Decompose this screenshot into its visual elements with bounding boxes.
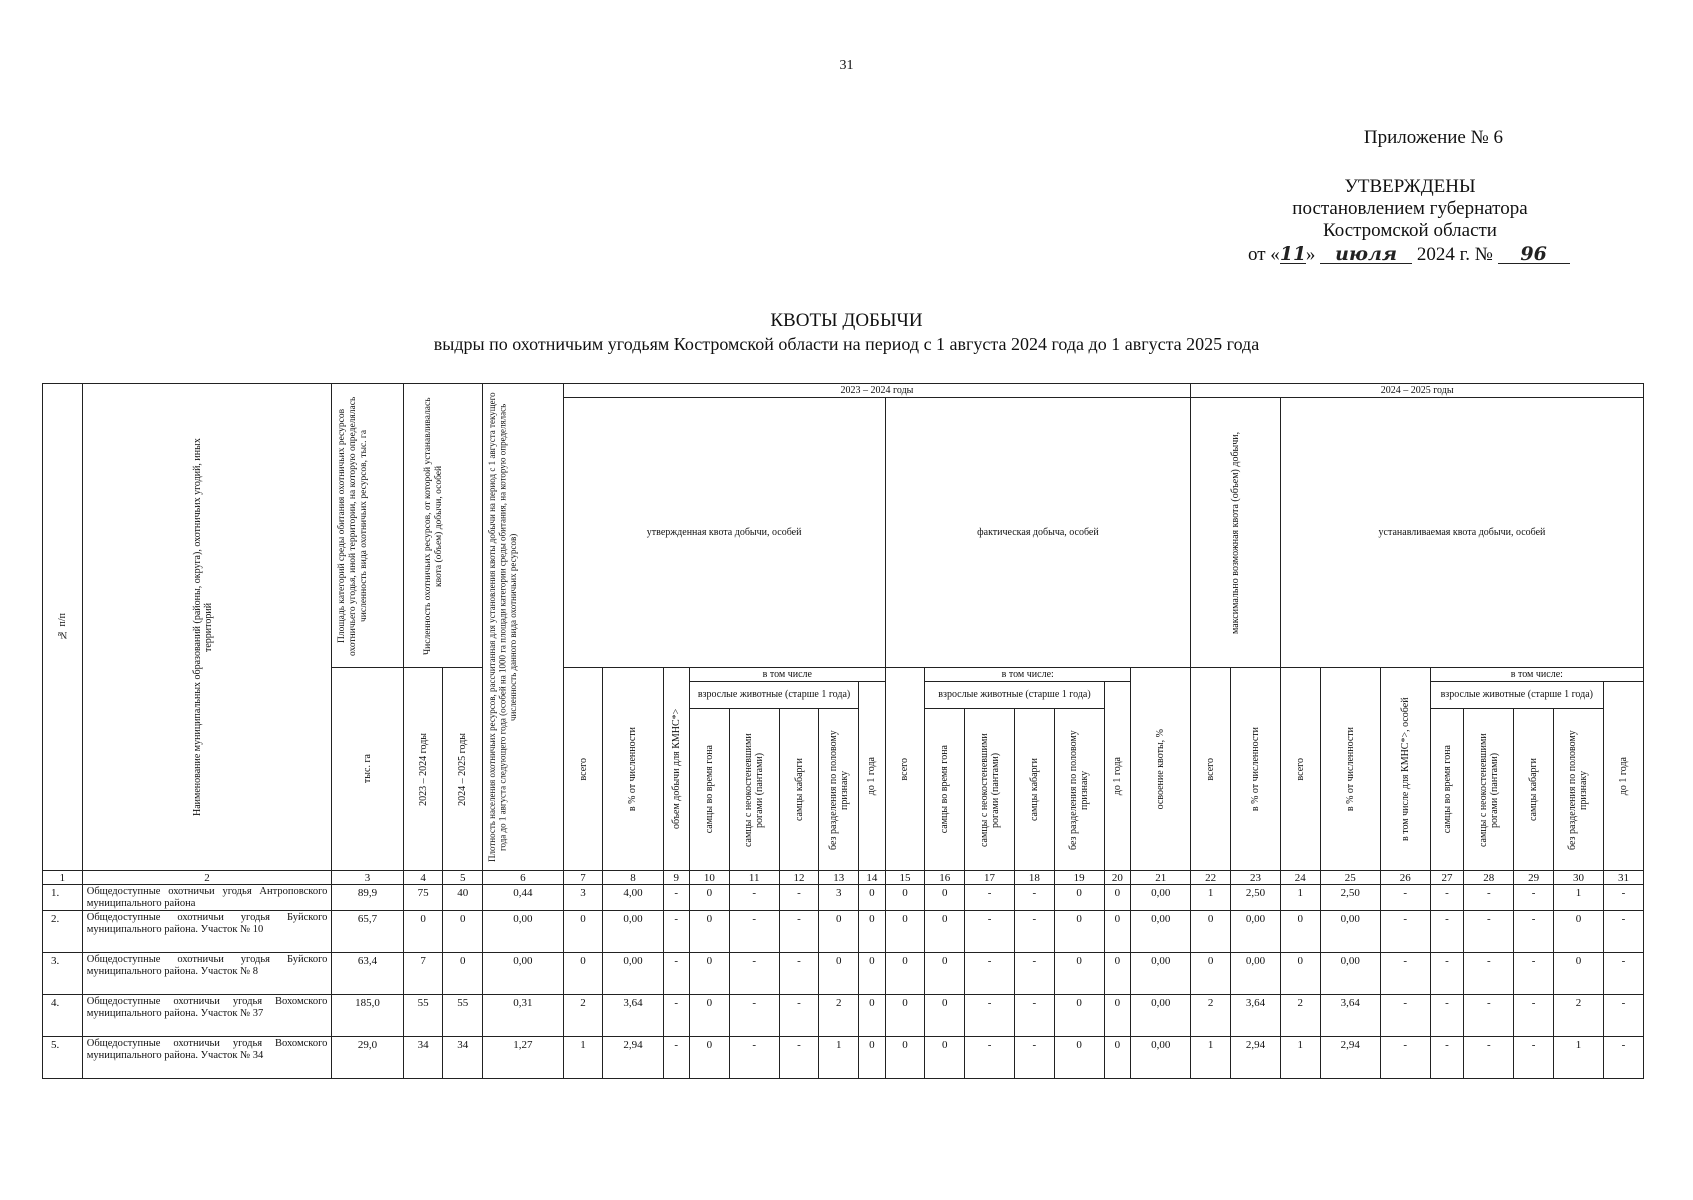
territory-name: Общедоступные охотничьи угодья Буйского муниципального района. Участок № 10 bbox=[82, 911, 332, 953]
header-set-total: всего bbox=[1280, 668, 1320, 871]
table-cell: 0 bbox=[925, 911, 965, 953]
table-cell: 55 bbox=[443, 995, 483, 1037]
table-cell: - bbox=[1514, 995, 1554, 1037]
table-cell: 1 bbox=[819, 1037, 859, 1079]
approval-line: УТВЕРЖДЕНЫ bbox=[1344, 176, 1476, 197]
header-count-2023-2024: 2023 – 2024 годы bbox=[403, 668, 443, 871]
table-cell: 0,00 bbox=[1131, 995, 1191, 1037]
table-cell: 63,4 bbox=[332, 953, 403, 995]
table-cell: - bbox=[663, 995, 689, 1037]
table-cell: - bbox=[663, 1037, 689, 1079]
header-rut: самцы во время гона bbox=[1430, 709, 1464, 871]
table-cell: 0 bbox=[1104, 995, 1130, 1037]
approval-block bbox=[1280, 176, 1540, 242]
table-cell: - bbox=[1603, 995, 1643, 1037]
table-cell: 0 bbox=[859, 911, 885, 953]
table-cell: 0 bbox=[563, 911, 603, 953]
table-cell: - bbox=[779, 1037, 819, 1079]
header-antlers: самцы с неокостеневшими рогами (пантами) bbox=[729, 709, 779, 871]
table-row bbox=[43, 953, 1644, 995]
header-actual-total: всего bbox=[885, 668, 925, 871]
table-cell: 0 bbox=[1280, 911, 1320, 953]
table-cell: - bbox=[729, 911, 779, 953]
table-cell: - bbox=[1464, 885, 1514, 911]
column-number: 6 bbox=[483, 871, 563, 885]
territory-name: Общедоступные охотничьи угодья Вохомского муниципального района. Участок № 34 bbox=[82, 1037, 332, 1079]
table-cell: 3 bbox=[563, 885, 603, 911]
header-approved-pct: в % от численности bbox=[603, 668, 663, 871]
table-cell: 2 bbox=[563, 995, 603, 1037]
table-cell: 65,7 bbox=[332, 911, 403, 953]
header-antlers: самцы с неокостеневшими рогами (пантами) bbox=[1464, 709, 1514, 871]
table-cell: 0 bbox=[563, 953, 603, 995]
table-cell: 0 bbox=[1054, 885, 1104, 911]
table-cell: 1 bbox=[1191, 1037, 1231, 1079]
table-cell: - bbox=[1514, 1037, 1554, 1079]
header-no-sex: без разделения по половому признаку bbox=[1553, 709, 1603, 871]
header-under-1: до 1 года bbox=[1603, 682, 1643, 871]
table-cell: 1,27 bbox=[483, 1037, 563, 1079]
table-cell: 0 bbox=[1054, 995, 1104, 1037]
table-cell: 2,94 bbox=[603, 1037, 663, 1079]
table-cell: 0 bbox=[859, 1037, 885, 1079]
table-cell: - bbox=[663, 953, 689, 995]
table-cell: - bbox=[1430, 953, 1464, 995]
table-cell: - bbox=[1514, 885, 1554, 911]
table-cell: 0 bbox=[1104, 911, 1130, 953]
territory-name: Общедоступные охотничьи угодья Вохомского муниципального района. Участок № 37 bbox=[82, 995, 332, 1037]
table-cell: 0 bbox=[689, 995, 729, 1037]
date-year: 2024 г. № bbox=[1416, 244, 1493, 265]
territory-name: Общедоступные охотничьи угодья Антроповского муниципального района bbox=[82, 885, 332, 911]
table-cell: 0 bbox=[819, 953, 859, 995]
column-number: 22 bbox=[1191, 871, 1231, 885]
table-cell: 0 bbox=[859, 953, 885, 995]
table-cell: 55 bbox=[403, 995, 443, 1037]
column-number: 27 bbox=[1430, 871, 1464, 885]
row-index: 4. bbox=[43, 995, 83, 1037]
table-cell: 1 bbox=[1191, 885, 1231, 911]
table-cell: 0 bbox=[689, 953, 729, 995]
approval-line: Костромской области bbox=[1323, 220, 1497, 241]
table-cell: 0,00 bbox=[483, 953, 563, 995]
table-cell: - bbox=[965, 885, 1015, 911]
column-number: 19 bbox=[1054, 871, 1104, 885]
header-approved-kmns: объем добычи для КМНС*> bbox=[663, 668, 689, 871]
column-number: 3 bbox=[332, 871, 403, 885]
page-number: 31 bbox=[839, 58, 854, 73]
header-approved-total: всего bbox=[563, 668, 603, 871]
table-cell: 0 bbox=[885, 995, 925, 1037]
column-number: 8 bbox=[603, 871, 663, 885]
table-cell: 75 bbox=[403, 885, 443, 911]
column-number: 21 bbox=[1131, 871, 1191, 885]
table-cell: 0,44 bbox=[483, 885, 563, 911]
column-number: 18 bbox=[1014, 871, 1054, 885]
header-actual-including: в том числе: bbox=[925, 668, 1131, 682]
table-cell: 0,00 bbox=[1320, 911, 1380, 953]
table-cell: 0,00 bbox=[1231, 911, 1281, 953]
header-adults: взрослые животные (старше 1 года) bbox=[689, 682, 858, 709]
table-cell: 0 bbox=[689, 1037, 729, 1079]
table-cell: - bbox=[1380, 953, 1430, 995]
header-mastery: освоение квоты, % bbox=[1131, 668, 1191, 871]
table-cell: - bbox=[1430, 911, 1464, 953]
row-index: 1. bbox=[43, 885, 83, 911]
table-row bbox=[43, 1037, 1644, 1079]
table-cell: 0,00 bbox=[1320, 953, 1380, 995]
header-period-2024-2025: 2024 – 2025 годы bbox=[1191, 384, 1644, 398]
approval-line: постановлением губернатора bbox=[1292, 198, 1528, 219]
header-approved-including: в том числе bbox=[689, 668, 885, 682]
table-cell: 3,64 bbox=[1320, 995, 1380, 1037]
table-cell: 1 bbox=[1553, 885, 1603, 911]
table-cell: - bbox=[1014, 911, 1054, 953]
table-cell: - bbox=[779, 995, 819, 1037]
table-cell: 2 bbox=[1280, 995, 1320, 1037]
table-cell: 2 bbox=[819, 995, 859, 1037]
table-cell: - bbox=[1014, 885, 1054, 911]
column-number: 31 bbox=[1603, 871, 1643, 885]
quota-table bbox=[42, 383, 1644, 1079]
table-cell: 185,0 bbox=[332, 995, 403, 1037]
table-cell: 0 bbox=[859, 995, 885, 1037]
table-cell: - bbox=[965, 911, 1015, 953]
column-number: 13 bbox=[819, 871, 859, 885]
column-number: 9 bbox=[663, 871, 689, 885]
table-cell: 0 bbox=[1104, 953, 1130, 995]
column-number: 15 bbox=[885, 871, 925, 885]
header-max-pct: в % от численности bbox=[1231, 668, 1281, 871]
table-cell: 0 bbox=[885, 911, 925, 953]
header-set-pct: в % от численности bbox=[1320, 668, 1380, 871]
header-adults: взрослые животные (старше 1 года) bbox=[925, 682, 1104, 709]
header-actual-harvest: фактическая добыча, особей bbox=[885, 398, 1191, 668]
table-cell: - bbox=[1603, 1037, 1643, 1079]
table-row bbox=[43, 885, 1644, 911]
header-musk: самцы кабарги bbox=[1014, 709, 1054, 871]
table-cell: 40 bbox=[443, 885, 483, 911]
column-number: 28 bbox=[1464, 871, 1514, 885]
header-territory-name: Наименование муниципальных образований (районы, округа), охотничьих угодий, иных территорий bbox=[82, 384, 332, 871]
table-cell: 1 bbox=[1553, 1037, 1603, 1079]
table-cell: - bbox=[663, 911, 689, 953]
table-cell: 0,00 bbox=[603, 911, 663, 953]
table-cell: - bbox=[1464, 953, 1514, 995]
table-cell: 0 bbox=[925, 953, 965, 995]
table-cell: 0 bbox=[1054, 1037, 1104, 1079]
table-cell: 34 bbox=[443, 1037, 483, 1079]
table-cell: - bbox=[965, 1037, 1015, 1079]
date-mid: » bbox=[1305, 244, 1316, 265]
table-cell: - bbox=[779, 885, 819, 911]
decree-number-handwritten: 96 bbox=[1498, 245, 1570, 264]
table-cell: - bbox=[1514, 953, 1554, 995]
column-number: 7 bbox=[563, 871, 603, 885]
header-area: Площадь категорий среды обитания охотничьих ресурсов охотничьего угодья, иной территории, на которую определялась численность вида охотничьих ресурсов, тыс. га bbox=[332, 384, 403, 668]
table-cell: - bbox=[729, 885, 779, 911]
table-cell: 0 bbox=[885, 885, 925, 911]
table-cell: - bbox=[1430, 995, 1464, 1037]
table-cell: 0 bbox=[689, 885, 729, 911]
header-musk: самцы кабарги bbox=[779, 709, 819, 871]
approval-date bbox=[1248, 244, 1570, 266]
table-cell: 0 bbox=[925, 1037, 965, 1079]
table-cell: - bbox=[1430, 1037, 1464, 1079]
column-number: 16 bbox=[925, 871, 965, 885]
table-cell: 0 bbox=[689, 911, 729, 953]
header-period-2023-2024: 2023 – 2024 годы bbox=[563, 384, 1191, 398]
column-number: 10 bbox=[689, 871, 729, 885]
table-cell: - bbox=[779, 953, 819, 995]
table-cell: 0 bbox=[1054, 953, 1104, 995]
column-number: 5 bbox=[443, 871, 483, 885]
table-cell: 0,31 bbox=[483, 995, 563, 1037]
table-cell: 0 bbox=[885, 953, 925, 995]
header-count-2024-2025: 2024 – 2025 годы bbox=[443, 668, 483, 871]
table-cell: - bbox=[1464, 911, 1514, 953]
table-cell: 3,64 bbox=[1231, 995, 1281, 1037]
header-adults: взрослые животные (старше 1 года) bbox=[1430, 682, 1603, 709]
column-number-row bbox=[43, 871, 1644, 885]
table-cell: 2,50 bbox=[1320, 885, 1380, 911]
row-index: 2. bbox=[43, 911, 83, 953]
column-number: 20 bbox=[1104, 871, 1130, 885]
header-density: Плотность населения охотничьих ресурсов, рассчитанная для установления квоты добычи на период с 1 августа текущего года до 1 августа следующего года (особей на 1000 га площади категории среды обитания, на которую определялась численность данного вида охотничьих ресурсов) bbox=[483, 384, 563, 871]
header-max-quota: максимально возможная квота (объем) добычи, bbox=[1191, 398, 1281, 668]
column-number: 4 bbox=[403, 871, 443, 885]
header-set-including: в том числе: bbox=[1430, 668, 1643, 682]
table-cell: - bbox=[1430, 885, 1464, 911]
column-number: 14 bbox=[859, 871, 885, 885]
column-number: 11 bbox=[729, 871, 779, 885]
appendix-label: Приложение № 6 bbox=[1363, 127, 1503, 148]
header-set-quota: устанавливаемая квота добычи, особей bbox=[1280, 398, 1643, 668]
column-number: 17 bbox=[965, 871, 1015, 885]
table-cell: - bbox=[1464, 995, 1514, 1037]
table-row bbox=[43, 911, 1644, 953]
table-cell: - bbox=[1464, 1037, 1514, 1079]
row-index: 5. bbox=[43, 1037, 83, 1079]
table-cell: 34 bbox=[403, 1037, 443, 1079]
table-cell: - bbox=[965, 953, 1015, 995]
table-cell: 0 bbox=[1553, 911, 1603, 953]
table-cell: - bbox=[729, 1037, 779, 1079]
table-cell: 0 bbox=[1054, 911, 1104, 953]
table-cell: 0 bbox=[403, 911, 443, 953]
column-number: 25 bbox=[1320, 871, 1380, 885]
table-cell: 3,64 bbox=[603, 995, 663, 1037]
table-cell: 0 bbox=[1280, 953, 1320, 995]
table-cell: 0,00 bbox=[1131, 1037, 1191, 1079]
table-cell: 0 bbox=[925, 995, 965, 1037]
header-set-kmns: в том числе для КМНС*>, особей bbox=[1380, 668, 1430, 871]
table-cell: 0 bbox=[443, 953, 483, 995]
date-day-handwritten: 11 bbox=[1279, 243, 1307, 265]
table-cell: 0,00 bbox=[483, 911, 563, 953]
table-cell: 2 bbox=[1191, 995, 1231, 1037]
table-cell: 0 bbox=[1104, 885, 1130, 911]
table-cell: - bbox=[779, 911, 819, 953]
table-cell: 2,94 bbox=[1231, 1037, 1281, 1079]
table-cell: 0 bbox=[443, 911, 483, 953]
row-index: 3. bbox=[43, 953, 83, 995]
header-rut: самцы во время гона bbox=[689, 709, 729, 871]
header-rut: самцы во время гона bbox=[925, 709, 965, 871]
header-approved-quota: утвержденная квота добычи, особей bbox=[563, 398, 885, 668]
header-under-1: до 1 года bbox=[1104, 682, 1130, 871]
table-cell: - bbox=[1380, 911, 1430, 953]
table-cell: 89,9 bbox=[332, 885, 403, 911]
column-number: 29 bbox=[1514, 871, 1554, 885]
table-cell: 0,00 bbox=[1131, 911, 1191, 953]
table-cell: 1 bbox=[1280, 1037, 1320, 1079]
territory-name: Общедоступные охотничьи угодья Буйского муниципального района. Участок № 8 bbox=[82, 953, 332, 995]
header-under-1: до 1 года bbox=[859, 682, 885, 871]
document-subtitle: выдры по охотничьим угодьям Костромской области на период с 1 августа 2024 года до 1 августа 2025 года bbox=[433, 334, 1260, 354]
table-cell: 2,50 bbox=[1231, 885, 1281, 911]
table-cell: 0 bbox=[859, 885, 885, 911]
table-cell: - bbox=[1603, 911, 1643, 953]
table-cell: - bbox=[1014, 953, 1054, 995]
header-row-number: № п/п bbox=[43, 384, 83, 871]
date-prefix: от « bbox=[1248, 244, 1280, 265]
column-number: 24 bbox=[1280, 871, 1320, 885]
table-cell: - bbox=[1514, 911, 1554, 953]
header-musk: самцы кабарги bbox=[1514, 709, 1554, 871]
table-cell: 0 bbox=[1104, 1037, 1130, 1079]
table-cell: 0,00 bbox=[1231, 953, 1281, 995]
header-area-unit: тыс. га bbox=[332, 668, 403, 871]
column-number: 30 bbox=[1553, 871, 1603, 885]
table-cell: 0,00 bbox=[1131, 953, 1191, 995]
table-cell: - bbox=[729, 995, 779, 1037]
table-cell: - bbox=[1603, 953, 1643, 995]
table-cell: - bbox=[663, 885, 689, 911]
table-cell: 0 bbox=[925, 885, 965, 911]
table-cell: 0 bbox=[1553, 953, 1603, 995]
table-cell: 0,00 bbox=[603, 953, 663, 995]
table-cell: 0 bbox=[1191, 953, 1231, 995]
table-cell: - bbox=[729, 953, 779, 995]
table-cell: - bbox=[1603, 885, 1643, 911]
table-cell: - bbox=[965, 995, 1015, 1037]
date-month-handwritten: июля bbox=[1320, 245, 1412, 264]
table-cell: 3 bbox=[819, 885, 859, 911]
column-number: 12 bbox=[779, 871, 819, 885]
table-cell: 1 bbox=[1280, 885, 1320, 911]
column-number: 2 bbox=[82, 871, 332, 885]
column-number: 26 bbox=[1380, 871, 1430, 885]
table-cell: - bbox=[1380, 885, 1430, 911]
table-row bbox=[43, 995, 1644, 1037]
column-number: 23 bbox=[1231, 871, 1281, 885]
table-cell: 0 bbox=[885, 1037, 925, 1079]
table-cell: 2 bbox=[1553, 995, 1603, 1037]
table-cell: 0 bbox=[1191, 911, 1231, 953]
header-no-sex: без разделения по половому признаку bbox=[1054, 709, 1104, 871]
table-cell: 4,00 bbox=[603, 885, 663, 911]
header-count: Численность охотничьих ресурсов, от которой устанавливалась квота (объем) добычи, особей bbox=[403, 384, 482, 668]
table-cell: - bbox=[1014, 1037, 1054, 1079]
table-cell: - bbox=[1014, 995, 1054, 1037]
header-no-sex: без разделения по половому признаку bbox=[819, 709, 859, 871]
table-cell: 1 bbox=[563, 1037, 603, 1079]
table-cell: 29,0 bbox=[332, 1037, 403, 1079]
header-antlers: самцы с неокостеневшими рогами (пантами) bbox=[965, 709, 1015, 871]
header-max-total: всего bbox=[1191, 668, 1231, 871]
table-cell: - bbox=[1380, 1037, 1430, 1079]
table-cell: 0 bbox=[819, 911, 859, 953]
table-cell: 2,94 bbox=[1320, 1037, 1380, 1079]
table-cell: 7 bbox=[403, 953, 443, 995]
table-cell: - bbox=[1380, 995, 1430, 1037]
column-number: 1 bbox=[43, 871, 83, 885]
table-cell: 0,00 bbox=[1131, 885, 1191, 911]
document-title: КВОТЫ ДОБЫЧИ bbox=[770, 310, 923, 331]
